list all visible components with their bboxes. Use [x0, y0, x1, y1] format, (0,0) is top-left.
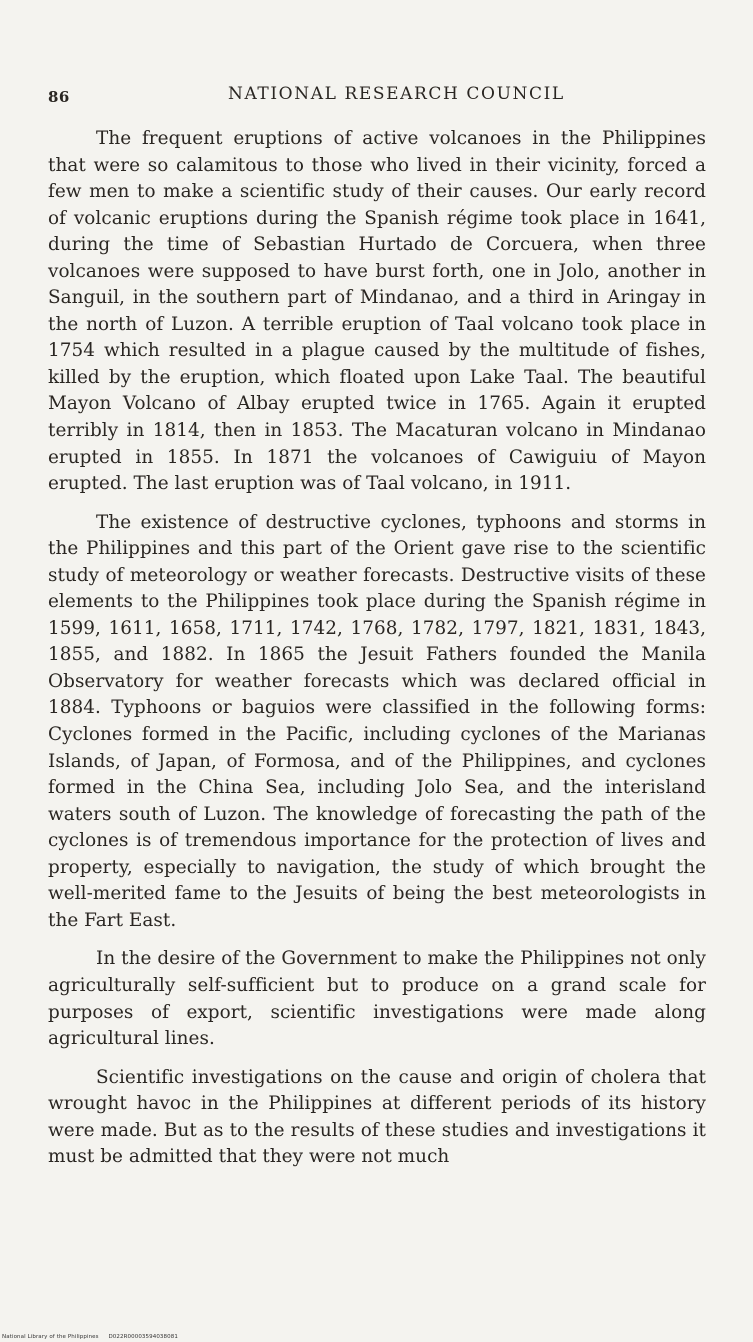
running-head: NATIONAL RESEARCH COUNCIL [228, 84, 565, 104]
footer-identifier: D022R00003594038081 [108, 1334, 178, 1340]
paragraph-agriculture: In the desire of the Government to make the Philippines not only agriculturally self-sufficient but to produce on a grand scale for purposes of export, scientific investigations were made along agricultural lines. [48, 948, 706, 1050]
paragraph-volcanoes: The frequent eruptions of active volcanoes in the Philippines that were so calamitous to those who lived in their vicinity, forced a few men to make a scientific study of their causes. Our early record of volcanic eruptions during the Spanish régime took place in 1641, during the time of Sebastian Hurtado de Corcuera, when three volcanoes were supposed to have burst forth, one in Jolo, another in Sanguil, in the southern part of Mindanao, and a third in Aringay in the north of Luzon. A terrible eruption of Taal volcano took place in 1754 which resulted in a plague caused by the multitude of fishes, killed by the eruption, which floated upon Lake Taal. The beautiful Mayon Volcano of Albay erupted twice in 1765. Again it erupted terribly in 1814, then in 1853. The Macaturan volcano in Mindanao erupted in 1855. In 1871 the volcanoes of Cawiguiu of Mayon erupted. The last eruption was of Taal volcano, in 1911. [48, 128, 706, 495]
body-text [48, 126, 706, 1183]
paragraph-cholera: Scientific investigations on the cause and origin of cholera that wrought havoc in the Philippines at different periods of its history were made. But as to the results of these studies and investigations it must be admitted that they were not much [48, 1066, 706, 1168]
page-number: 86 [48, 88, 70, 106]
footer-library: National Library of the Philippines [2, 1334, 99, 1340]
scan-footer [2, 1334, 178, 1340]
paragraph-cyclones: The existence of destructive cyclones, typhoons and storms in the Philippines and this part of the Orient gave rise to the scientific study of meteorology or weather forecasts. Destructive visits of these elements to the Philippines took place during the Spanish régime in 1599, 1611, 1658, 1711, 1742, 1768, 1782, 1797, 1821, 1831, 1843, 1855, and 1882. In 1865 the Jesuit Fathers founded the Manila Observatory for weather forecasts which was declared official in 1884. Typhoons or baguios were classified in the following forms: Cyclones formed in the Pacific, including cyclones of the Marianas Islands, of Japan, of Formosa, and of the Philippines, and cyclones formed in the China Sea, including Jolo Sea, and the interisland waters south of Luzon. The knowledge of forecasting the path of the cyclones is of tremendous importance for the protection of lives and property, especially to navigation, the study of which brought the well-merited fame to the Jesuits of being the best meteorologists in the Fart East. [48, 511, 706, 931]
page-header [48, 84, 708, 112]
